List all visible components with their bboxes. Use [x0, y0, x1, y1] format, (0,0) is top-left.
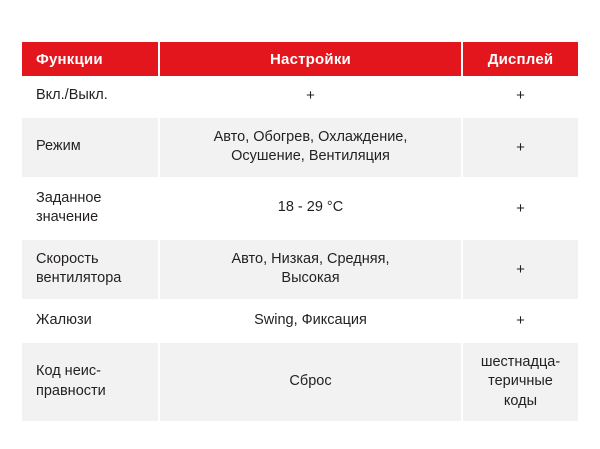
cell-function-line: Код неис- — [36, 363, 101, 380]
table-row — [22, 117, 578, 178]
cell-settings: 18 - 29 °C — [159, 178, 462, 239]
cell-function — [22, 239, 159, 300]
cell-display: + — [462, 178, 578, 239]
cell-display: + — [462, 239, 578, 300]
cell-function-line: значение — [36, 209, 99, 226]
specification-table — [22, 42, 578, 421]
table-row — [22, 239, 578, 300]
cell-display: + — [462, 117, 578, 178]
cell-settings: Сброс — [159, 342, 462, 422]
cell-function-line: вентилятора — [36, 270, 122, 287]
table-row — [22, 342, 578, 422]
cell-display — [462, 342, 578, 422]
cell-settings: + — [159, 76, 462, 117]
table-body — [22, 76, 578, 421]
cell-settings-line: Высокая — [281, 270, 340, 287]
cell-settings-line: Авто, Низкая, Средняя, — [231, 250, 390, 267]
cell-settings — [159, 239, 462, 300]
cell-function-line: Заданное — [36, 189, 102, 206]
cell-function: Вкл./Выкл. — [22, 76, 159, 117]
cell-settings-line: Осушение, Вентиляция — [231, 148, 390, 165]
cell-function-line: правности — [36, 382, 106, 399]
cell-display-line: шестнадца- — [480, 353, 561, 370]
cell-settings: Swing, Фиксация — [159, 300, 462, 342]
column-header-settings: Настройки — [159, 42, 462, 76]
table-row — [22, 76, 578, 117]
cell-function — [22, 178, 159, 239]
cell-display: + — [462, 76, 578, 117]
table-header-row — [22, 42, 578, 76]
table-header — [22, 42, 578, 76]
cell-display: + — [462, 300, 578, 342]
cell-function — [22, 342, 159, 422]
cell-function: Жалюзи — [22, 300, 159, 342]
cell-display-line: теричные — [488, 373, 553, 390]
cell-settings — [159, 117, 462, 178]
cell-settings-line: Авто, Обогрев, Охлаждение, — [213, 128, 408, 145]
table-row — [22, 178, 578, 239]
cell-function: Режим — [22, 117, 159, 178]
cell-display-line: коды — [503, 392, 538, 409]
cell-function-line: Скорость — [36, 250, 99, 267]
column-header-display: Дисплей — [462, 42, 578, 76]
column-header-functions: Функции — [22, 42, 159, 76]
table-row — [22, 300, 578, 342]
